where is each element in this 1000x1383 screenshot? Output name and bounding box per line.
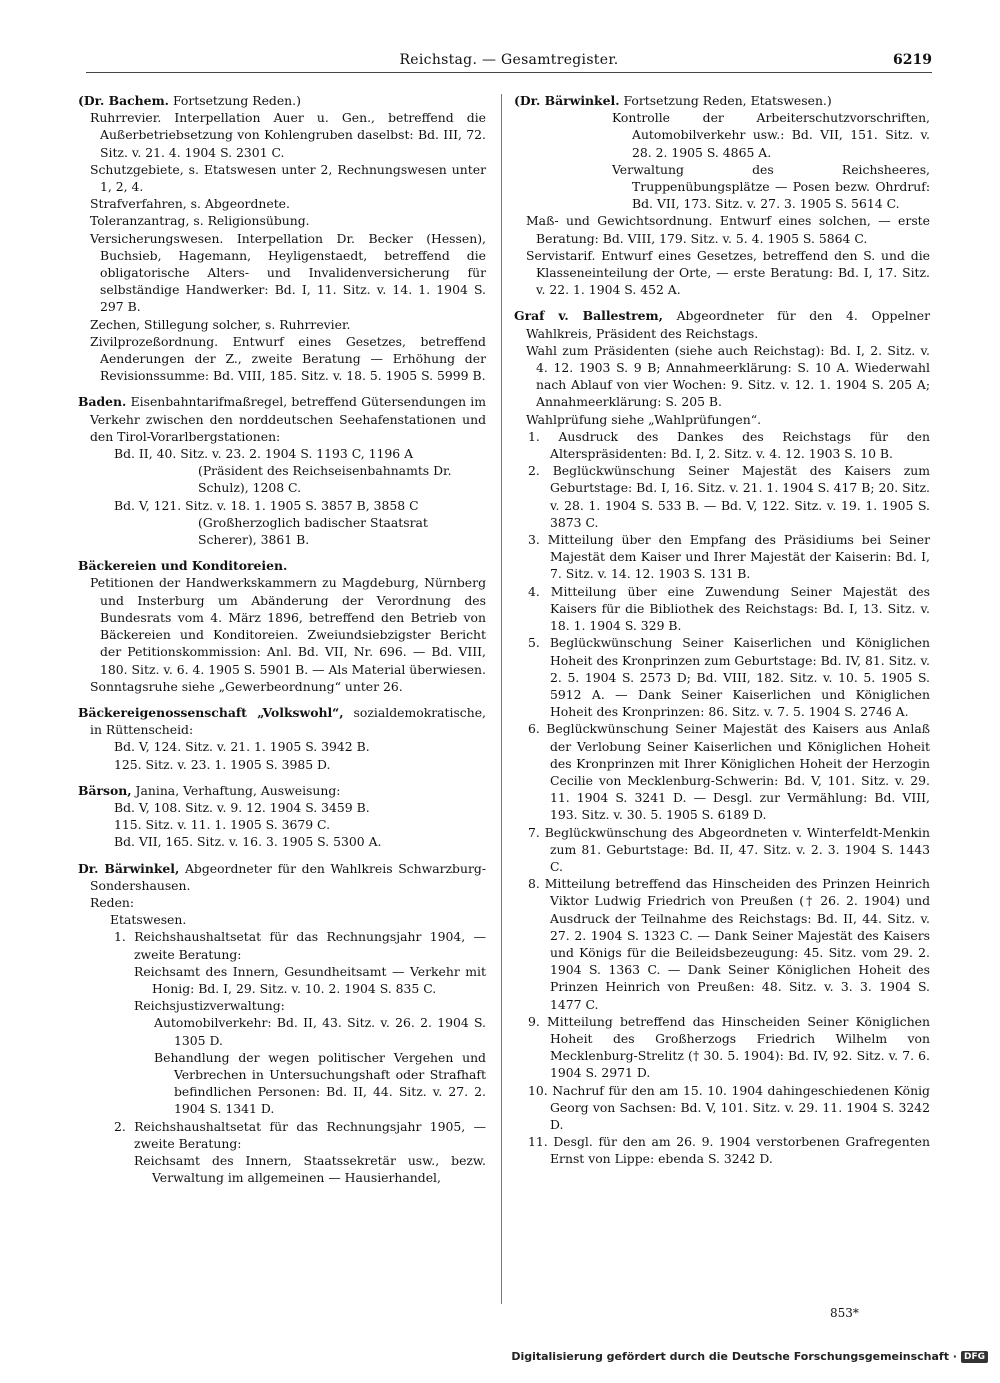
index-entry: [514, 411, 930, 428]
index-entry: [514, 720, 930, 823]
index-entry: [78, 574, 486, 677]
index-entry: [78, 393, 486, 445]
index-entry: [78, 782, 486, 799]
entry-text: 10. Nachruf für den am 15. 10. 1904 dahingeschiedenen König Georg von Sachsen: Bd. V, 101. Sitz. v. 29. 11. 1904 S. 3242 D.: [528, 1082, 930, 1132]
index-entry: [78, 833, 486, 850]
entry-text: Zivilprozeßordnung. Entwurf eines Gesetzes, betreffend Aenderungen der Z., zweite Beratung — Erhöhung der Revisionssumme: Bd. VIII, 185. Sitz. v. 18. 5. 1905 S. 5999 B.: [90, 333, 486, 384]
index-entry: [514, 531, 930, 583]
entry-text: Wahl zum Präsidenten (siehe auch Reichstag): Bd. I, 2. Sitz. v. 4. 12. 1903 S. 9 B; Annahmeerklärung: S. 10 A. Wiederwahl nach Ablauf von vier Wochen: 9. Sitz. v. 12. 1. 1904 S. 205 A; Annahmeerklärung: S. 205 B.: [526, 342, 930, 410]
entry-text: Maß- und Gewichtsordnung. Entwurf eines solchen, — erste Beratung: Bd. VIII, 179. Sitz. v. 5. 4. 1905 S. 5864 C.: [526, 213, 930, 246]
index-entry: [514, 212, 930, 246]
entry-text: 9. Mitteilung betreffend das Hinscheiden Seiner Königlichen Hoheit des Großherzogs Friedrich Wilhelm von Mecklenburg-Strelitz († 30. 5. 1904): Bd. IV, 92. Sitz. v. 7. 6. 1904 S. 2971 D.: [528, 1013, 930, 1081]
entry-text: Reichsjustizverwaltung:: [134, 998, 285, 1014]
index-entry: [78, 894, 486, 911]
index-entry: [78, 445, 486, 462]
index-entry: [514, 1133, 930, 1167]
footer-credit: [511, 1350, 988, 1363]
index-entry: [78, 1049, 486, 1118]
index-entry: [78, 497, 486, 514]
entry-text: Etatswesen.: [110, 912, 187, 928]
entry-text: 7. Beglückwünschung des Abgeordneten v. Winterfeldt-Menkin zum 81. Geburtstage: Bd. II, 47. Sitz. v. 2. 3. 1904 S. 1443 C.: [528, 824, 930, 874]
right-column: [514, 92, 930, 1168]
index-entry: [78, 799, 486, 816]
entry-text: Abgeordneter für den 4. Oppelner Wahlkreis, Präsident des Reichstags.: [526, 308, 930, 341]
entry-text: 4. Mitteilung über eine Zuwendung Seiner Majestät des Kaisers für die Bibliothek des Reichstags: Bd. I, 13. Sitz. v. 18. 1. 1904 S. 329 B.: [528, 583, 930, 634]
entry-text: Bd. V, 108. Sitz. v. 9. 12. 1904 S. 3459 B.: [114, 799, 370, 815]
entry-text: Strafverfahren, s. Abgeordnete.: [90, 196, 290, 212]
index-entry: [78, 738, 486, 755]
entry-text: Bd. V, 124. Sitz. v. 21. 1. 1905 S. 3942 B.: [114, 739, 370, 755]
signature-mark: 853*: [830, 1306, 859, 1320]
index-entry: [514, 307, 930, 341]
index-entry: [78, 1152, 486, 1186]
entry-text: Kontrolle der Arbeiterschutzvorschriften, Automobilverkehr usw.: Bd. VII, 151. Sitz. v. 28. 2. 1905 S. 4865 A.: [612, 110, 930, 160]
entry-heading: Bärson,: [78, 782, 132, 798]
column-divider: [501, 94, 502, 1304]
dfg-logo-icon: DFG: [961, 1351, 988, 1363]
entry-text: 2. Beglückwünschung Seiner Majestät des Kaisers zum Geburtstage: Bd. I, 16. Sitz. v. 21. 1. 1904 S. 417 B; 20. Sitz. v. 28. 1. 1904 S. 533 B. — Bd. V, 122. Sitz. v. 19. 1. 1905 S. 3873 C.: [528, 463, 930, 530]
index-entry: [78, 230, 486, 316]
entry-text: Verwaltung des Reichsheeres, Truppenübungsplätze — Posen bezw. Ohrdruf: Bd. VII, 173. Sitz. v. 27. 3. 1905 S. 5614 C.: [612, 161, 930, 212]
entry-heading: Bäckereien und Konditoreien.: [78, 558, 288, 574]
index-entry: [78, 462, 486, 496]
index-entry: [78, 333, 486, 385]
index-entry: [78, 997, 486, 1014]
entry-text: Bd. II, 40. Sitz. v. 23. 2. 1904 S. 1193 C, 1196 A: [114, 446, 414, 462]
footer-text: Digitalisierung gefördert durch die Deutsche Forschungsgemeinschaft ·: [511, 1350, 957, 1363]
index-entry: [514, 583, 930, 635]
entry-text: Automobilverkehr: Bd. II, 43. Sitz. v. 26. 2. 1904 S. 1305 D.: [154, 1015, 486, 1048]
entry-text: 1. Ausdruck des Dankes des Reichstags für den Alterspräsidenten: Bd. I, 2. Sitz. v. 4. 12. 1903 S. 10 B.: [528, 428, 930, 462]
index-entry: [78, 928, 486, 962]
index-entry: [78, 316, 486, 333]
entry-text: Fortsetzung Reden, Etatswesen.): [619, 93, 832, 108]
entry-text: 5. Beglückwünschung Seiner Kaiserlichen und Königlichen Hoheit des Kronprinzen zum Geburtstage: Bd. IV, 81. Sitz. v. 2. 5. 1904 S. 2573 D; Bd. VIII, 182. Sitz. v. 10. 5. 1905 S. 5912 A. — Dank Seiner Kaiserlichen und Königlichen Hoheit des Kronprinzen: 86. Sitz. v. 7. 5. 1904 S. 2746 A.: [528, 635, 930, 720]
index-entry: [78, 557, 486, 574]
index-entry: [514, 875, 930, 1013]
entry-text: 6. Beglückwünschung Seiner Majestät des Kaisers aus Anlaß der Verlobung Seiner Kaiserlichen und Königlichen Hoheit des Kronprinzen mit Ihrer Königlichen Hoheit der Herzogin Cecilie von Mecklenburg-Schwerin: Bd. V, 101. Sitz. v. 29. 11. 1904 S. 3241 D. — Desgl. zur Vermählung: Bd. VIII, 193. Sitz. v. 30. 5. 1905 S. 6189 D.: [528, 721, 930, 823]
entry-text: Schutzgebiete, s. Etatswesen unter 2, Rechnungswesen unter 1, 2, 4.: [90, 161, 486, 195]
index-entry: [78, 963, 486, 997]
running-title: Reichstag. — Gesamtregister.: [399, 52, 619, 68]
entry-text: Abgeordneter für den Wahlkreis Schwarzburg-Sondershausen.: [90, 860, 487, 893]
index-entry: [78, 195, 486, 212]
index-entry: [78, 514, 486, 548]
entry-text: Behandlung der wegen politischer Vergehen und Verbrechen in Untersuchungshaft oder Strafhaft befindlichen Personen: Bd. II, 44. Sitz. v. 27. 2. 1904 S. 1341 D.: [154, 1049, 486, 1117]
page-number: 6219: [893, 52, 932, 68]
entry-text: 2. Reichshaushaltsetat für das Rechnungsjahr 1905, — zweite Beratung:: [114, 1118, 486, 1151]
entry-text: Wahlprüfung siehe „Wahlprüfungen“.: [526, 411, 762, 427]
entry-heading: (Dr. Bärwinkel.: [514, 93, 620, 108]
entry-text: Reden:: [90, 894, 135, 910]
entry-text: Versicherungswesen. Interpellation Dr. Becker (Hessen), Buchsieb, Hagemann, Heyligenstaedt, betreffend die obligatorische Alters- und Invalidenversicherung für selbständige Handwerker: Bd. I, 11. Sitz. v. 14. 1. 1904 S. 297 B.: [90, 230, 486, 315]
entry-text: 8. Mitteilung betreffend das Hinscheiden des Prinzen Heinrich Viktor Ludwig Friedrich von Preußen († 26. 2. 1904) und Ausdruck der Teilnahme des Reichstags: Bd. II, 44. Sitz. v. 27. 2. 1904 S. 1323 C. — Dank Seiner Majestät des Kaisers und Königs für die Beileidsbezeugung: 45. Sitz. vom 29. 2. 1904 S. 1363 C. — Dank Seiner Königlichen Hoheit des Prinzen Heinrich von Preußen: 48. Sitz. v. 3. 3. 1904 S. 1477 C.: [528, 876, 930, 1012]
index-entry: [78, 860, 486, 894]
entry-text: (Großherzoglich badischer Staatsrat Scherer), 3861 B.: [198, 514, 428, 548]
index-entry: [514, 1013, 930, 1082]
entry-text: (Präsident des Reichseisenbahnamts Dr. Schulz), 1208 C.: [198, 463, 452, 496]
entry-text: Fortsetzung Reden.): [169, 93, 301, 108]
index-entry: [78, 756, 486, 773]
entry-text: 1. Reichshaushaltsetat für das Rechnungsjahr 1904, — zweite Beratung:: [114, 929, 486, 962]
entry-text: Toleranzantrag, s. Religionsübung.: [90, 213, 310, 229]
entry-text: 115. Sitz. v. 11. 1. 1905 S. 3679 C.: [114, 817, 331, 833]
entry-text: Servistarif. Entwurf eines Gesetzes, betreffend den S. und die Klasseneinteilung der Orte, — erste Beratung: Bd. I, 17. Sitz. v. 22. 1. 1904 S. 452 A.: [526, 247, 930, 298]
index-entry: [514, 1082, 930, 1134]
entry-text: Janina, Verhaftung, Ausweisung:: [131, 782, 341, 798]
entry-text: Petitionen der Handwerkskammern zu Magdeburg, Nürnberg und Insterburg um Abänderung der Verordnung des Bundesrats vom 4. März 1896, betreffend den Betrieb von Bäckereien und Konditoreien. Zweiundsiebzigster Bericht der Petitionskommission: Anl. Bd. VII, Nr. 696. — Bd. VIII, 180. Sitz. v. 6. 4. 1905 S. 5901 B. — Als Material überwiesen.: [90, 575, 486, 677]
index-entry: [78, 109, 486, 161]
index-entry: [514, 634, 930, 720]
page-header: [86, 52, 932, 73]
index-entry: [78, 816, 486, 833]
entry-text: Zechen, Stillegung solcher, s. Ruhrrevier.: [90, 316, 351, 332]
entry-text: sozialdemokratische, in Rüttenscheid:: [90, 704, 486, 738]
index-entry: [514, 428, 930, 462]
index-entry: [78, 1014, 486, 1048]
entry-text: Reichsamt des Innern, Staatssekretär usw., bezw. Verwaltung im allgemeinen — Hausierhandel,: [134, 1152, 486, 1186]
entry-text: Bd. VII, 165. Sitz. v. 16. 3. 1905 S. 5300 A.: [114, 834, 382, 850]
entry-heading: (Dr. Bachem.: [78, 93, 169, 108]
entry-text: Eisenbahntarifmaßregel, betreffend Gütersendungen im Verkehr zwischen den norddeutschen Seehafenstationen und den Tirol-Vorarlbergstationen:: [90, 394, 486, 444]
index-entry: [514, 462, 930, 531]
index-entry: [514, 109, 930, 161]
left-column: [78, 92, 486, 1186]
index-entry: [78, 92, 486, 109]
entry-text: Bd. V, 121. Sitz. v. 18. 1. 1905 S. 3857 B, 3858 C: [114, 497, 419, 513]
entry-text: Ruhrrevier. Interpellation Auer u. Gen., betreffend die Außerbetriebsetzung von Kohlengruben daselbst: Bd. III, 72. Sitz. v. 21. 4. 1904 S. 2301 C.: [90, 110, 486, 160]
index-entry: [78, 911, 486, 928]
index-entry: [514, 342, 930, 411]
entry-heading: Graf v. Ballestrem,: [514, 308, 663, 324]
index-entry: [78, 1118, 486, 1152]
index-entry: [78, 212, 486, 229]
entry-heading: Bäckereigenossenschaft „Volkswohl“,: [78, 704, 344, 720]
entry-text: 11. Desgl. für den am 26. 9. 1904 verstorbenen Grafregenten Ernst von Lippe: ebenda S. 3242 D.: [528, 1134, 930, 1167]
index-entry: [78, 161, 486, 195]
index-entry: [514, 824, 930, 876]
entry-text: Sonntagsruhe siehe „Gewerbeordnung“ unter 26.: [90, 678, 403, 694]
index-entry: [78, 704, 486, 738]
entry-heading: Dr. Bärwinkel,: [78, 860, 180, 876]
entry-heading: Baden.: [78, 394, 127, 410]
index-entry: [514, 161, 930, 213]
entry-text: Reichsamt des Innern, Gesundheitsamt — Verkehr mit Honig: Bd. I, 29. Sitz. v. 10. 2. 1904 S. 835 C.: [134, 963, 486, 996]
index-entry: [514, 247, 930, 299]
index-entry: [78, 678, 486, 695]
entry-text: 125. Sitz. v. 23. 1. 1905 S. 3985 D.: [114, 756, 331, 772]
index-entry: [514, 92, 930, 109]
entry-text: 3. Mitteilung über den Empfang des Präsidiums bei Seiner Majestät dem Kaiser und Ihrer Majestät der Kaiserin: Bd. I, 7. Sitz. v. 14. 12. 1903 S. 131 B.: [528, 532, 930, 582]
